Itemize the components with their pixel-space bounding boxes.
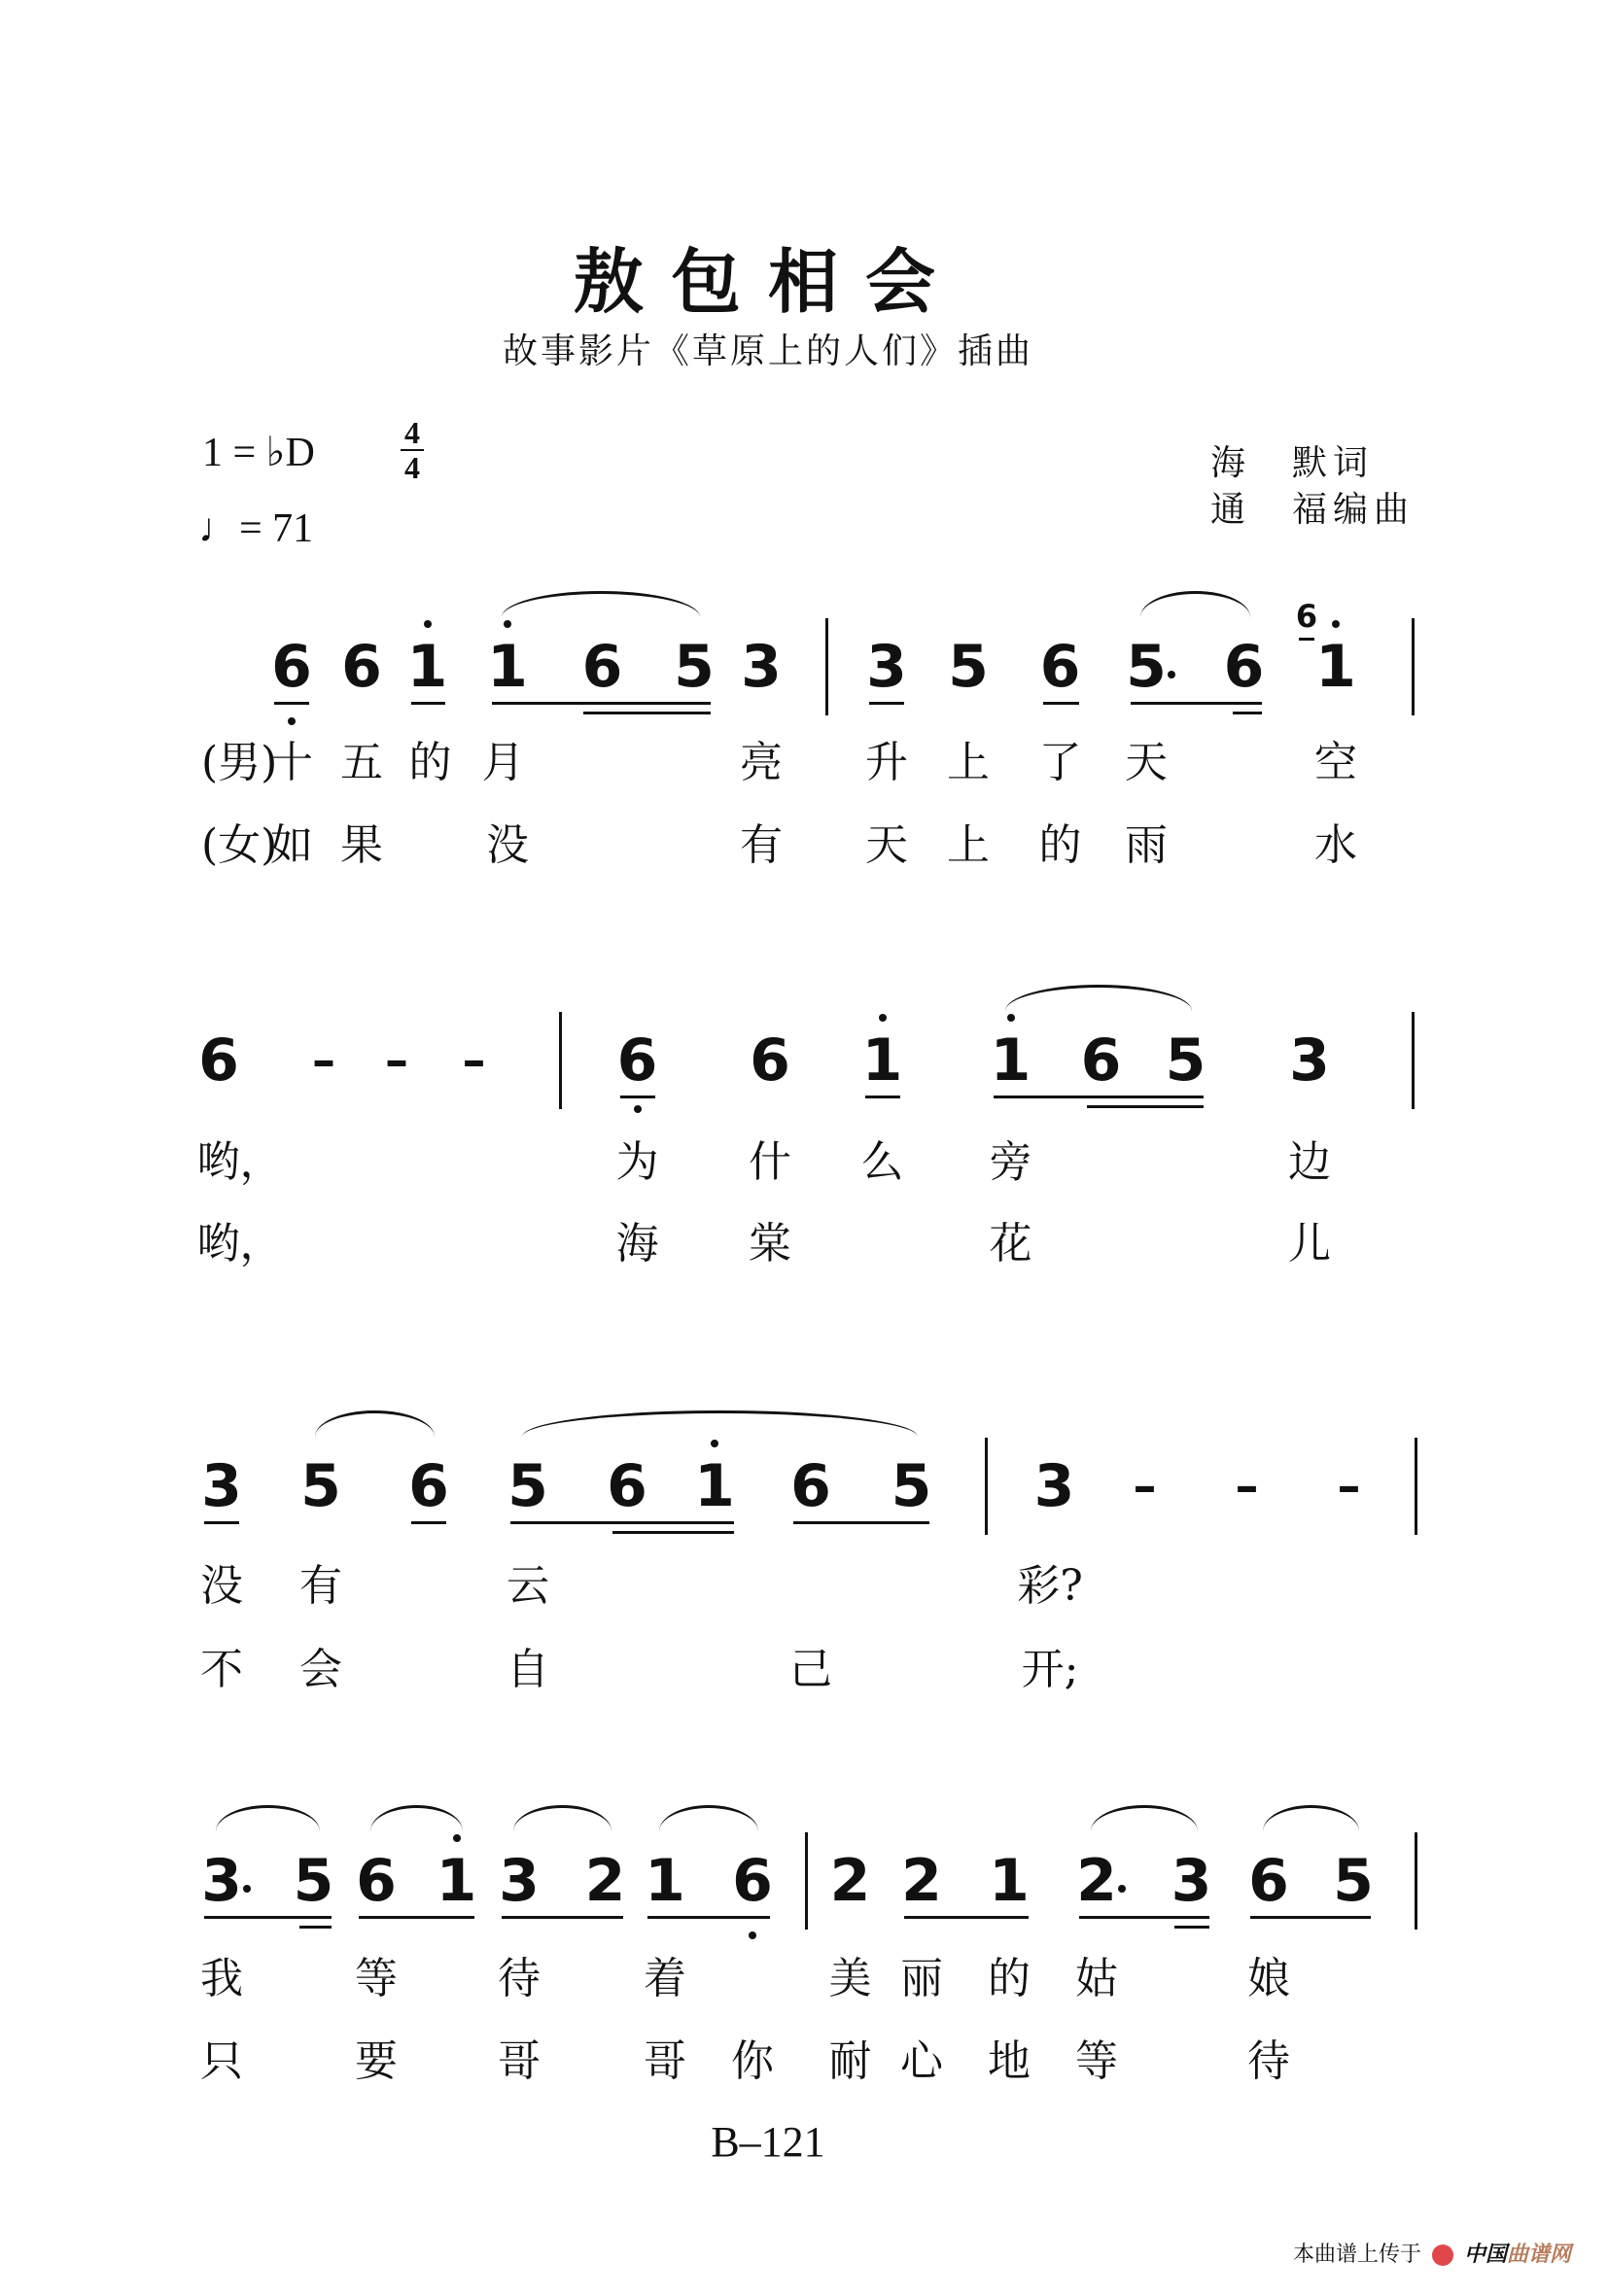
beam-underline xyxy=(1079,1916,1209,1919)
lyric-syllable: 没 xyxy=(200,1561,243,1611)
beam-underline xyxy=(904,1916,1029,1919)
slur-arc xyxy=(513,1805,612,1831)
high-octave-dot xyxy=(711,1440,718,1447)
beam-underline xyxy=(299,1926,332,1929)
lyric-syllable: 彩? xyxy=(1017,1561,1083,1611)
lyric-syllable: 如 xyxy=(270,820,313,870)
slur-arc xyxy=(502,591,700,617)
beam-underline xyxy=(204,1521,239,1524)
note: 1 xyxy=(645,1847,685,1915)
slur-arc xyxy=(315,1410,435,1437)
note: 5 xyxy=(948,632,989,701)
grace-stroke xyxy=(1299,638,1314,641)
lyric-syllable: 升 xyxy=(865,737,908,787)
note: 3 xyxy=(866,632,907,701)
note: 6 xyxy=(341,632,382,701)
note: 6 xyxy=(607,1451,647,1520)
note: 6 xyxy=(750,1026,790,1095)
lyric-syllable: 儿 xyxy=(1288,1218,1331,1269)
note: 1 xyxy=(990,1026,1031,1095)
high-octave-dot xyxy=(504,620,511,628)
lyric-syllable: 没 xyxy=(486,820,529,870)
time-signature xyxy=(401,416,424,484)
bar-line xyxy=(1412,618,1415,715)
lyric-syllable: 开; xyxy=(1021,1644,1079,1694)
lyric-syllable: 水 xyxy=(1314,820,1357,870)
note: 5 xyxy=(1165,1026,1206,1095)
lyric-syllable: 待 xyxy=(1247,2036,1290,2086)
high-octave-dot xyxy=(453,1834,461,1842)
lyric-syllable: 花 xyxy=(989,1218,1032,1269)
slur-arc xyxy=(659,1805,758,1831)
lyric-syllable: 什 xyxy=(749,1136,791,1187)
lyric-syllable: (女) xyxy=(201,820,278,870)
note: 5 xyxy=(1333,1847,1374,1915)
beam-underline xyxy=(1131,702,1262,705)
slur-arc xyxy=(1005,985,1192,1011)
note: 5 xyxy=(1126,632,1167,701)
site-name-b: 曲谱网 xyxy=(1507,2243,1572,2267)
lyric-syllable: 己 xyxy=(789,1644,832,1694)
beam-underline xyxy=(274,702,309,705)
sustain-dash: – xyxy=(462,1032,486,1088)
note: 5 xyxy=(674,632,715,701)
slur-arc xyxy=(1091,1805,1198,1831)
lyric-syllable: 哟， xyxy=(196,1218,283,1269)
high-octave-dot xyxy=(1007,1014,1015,1022)
lyric-syllable: 娘 xyxy=(1247,1953,1290,2003)
lyric-syllable: 姑 xyxy=(1075,1953,1118,2003)
lyric-syllable: 么 xyxy=(860,1136,904,1187)
sustain-dash: – xyxy=(1235,1458,1259,1513)
lyric-syllable: 要 xyxy=(355,2036,398,2086)
note: 6 xyxy=(732,1847,773,1915)
note: 5 xyxy=(891,1451,932,1520)
note: 6 xyxy=(408,1451,449,1520)
beam-underline xyxy=(502,1916,623,1919)
note: 6 xyxy=(581,632,623,701)
beam-underline xyxy=(1250,1916,1372,1919)
beam-underline xyxy=(1174,1926,1209,1929)
page-number: B–121 xyxy=(711,2118,825,2166)
lyric-syllable: 天 xyxy=(865,820,908,870)
slur-arc xyxy=(370,1805,463,1831)
beam-underline xyxy=(1233,712,1262,714)
lyric-syllable: 月 xyxy=(481,737,525,787)
lyric-syllable: 美 xyxy=(828,1953,872,2003)
beam-underline xyxy=(583,712,711,714)
time-bottom: 4 xyxy=(404,450,420,485)
note: 6 xyxy=(790,1451,831,1520)
note: 6 xyxy=(616,1026,658,1095)
lyric-syllable: 为 xyxy=(615,1136,659,1187)
lyric-syllable: 上 xyxy=(947,820,990,870)
bar-line xyxy=(1415,1832,1417,1930)
beam-underline xyxy=(359,1916,474,1919)
lyric-syllable: 哥 xyxy=(644,2036,686,2086)
note: 1 xyxy=(487,632,528,701)
note: 1 xyxy=(694,1451,735,1520)
note: 6 xyxy=(1080,1026,1122,1095)
composer-credit: 通 福编曲 xyxy=(1210,490,1416,530)
bar-line xyxy=(825,618,828,715)
note: 2 xyxy=(584,1847,626,1915)
beam-underline xyxy=(994,1096,1204,1098)
low-octave-dot xyxy=(634,1105,642,1113)
lyric-syllable: 着 xyxy=(644,1953,686,2003)
lyric-syllable: 我 xyxy=(200,1953,243,2003)
tempo-marking: ♩= 71 xyxy=(198,506,314,551)
lyric-syllable: 海 xyxy=(615,1218,659,1269)
grace-note: 6 xyxy=(1295,597,1318,635)
sustain-dash: – xyxy=(385,1032,408,1088)
lyric-syllable: 的 xyxy=(988,1953,1031,2003)
beam-underline xyxy=(865,1096,900,1098)
beam-underline xyxy=(793,1521,929,1524)
note: 1 xyxy=(436,1847,477,1915)
bar-line xyxy=(1415,1438,1417,1535)
lyric-syllable: 棠 xyxy=(749,1218,791,1269)
site-logo-icon xyxy=(1432,2244,1453,2266)
lyric-syllable: 边 xyxy=(1288,1136,1331,1187)
lyric-syllable: 了 xyxy=(1038,737,1082,787)
lyric-syllable: 待 xyxy=(498,1953,541,2003)
note: 6 xyxy=(271,632,312,701)
lyric-syllable: 果 xyxy=(340,820,383,870)
note: 1 xyxy=(861,1026,903,1095)
note: 6 xyxy=(1248,1847,1289,1915)
note: 5 xyxy=(507,1451,548,1520)
beam-underline xyxy=(411,702,445,705)
song-subtitle: 故事影片《草原上的人们》插曲 xyxy=(502,331,1033,371)
lyric-syllable: (男) xyxy=(201,737,278,787)
upload-text: 本曲谱上传于 xyxy=(1293,2243,1422,2267)
lyric-syllable: 等 xyxy=(355,1953,398,2003)
note: 3 xyxy=(499,1847,540,1915)
lyric-syllable: 你 xyxy=(731,2036,774,2086)
beam-underline xyxy=(612,1531,734,1534)
note: 1 xyxy=(406,632,448,701)
high-octave-dot xyxy=(879,1014,887,1022)
note: 3 xyxy=(1171,1847,1212,1915)
lyric-syllable: 天 xyxy=(1125,737,1168,787)
note: 3 xyxy=(1289,1026,1330,1095)
lyric-syllable: 上 xyxy=(947,737,990,787)
note: 3 xyxy=(741,632,782,701)
augmentation-dot xyxy=(1168,671,1175,678)
watermark xyxy=(1293,2238,1571,2268)
lyric-syllable: 十 xyxy=(270,737,313,787)
sustain-dash: – xyxy=(1133,1458,1157,1513)
note: 3 xyxy=(201,1451,242,1520)
bar-line xyxy=(1412,1012,1415,1109)
note: 1 xyxy=(989,1847,1030,1915)
bar-line xyxy=(559,1012,562,1109)
note: 2 xyxy=(901,1847,942,1915)
slur-arc xyxy=(216,1805,320,1831)
beam-underline xyxy=(1043,702,1080,705)
lyric-syllable: 的 xyxy=(408,737,452,787)
sustain-dash: – xyxy=(1337,1458,1361,1513)
lyric-syllable: 有 xyxy=(740,820,783,870)
high-octave-dot xyxy=(1332,620,1340,628)
bar-line xyxy=(985,1438,988,1535)
time-top: 4 xyxy=(404,415,420,450)
lyric-syllable: 只 xyxy=(200,2036,243,2086)
note: 6 xyxy=(198,1026,239,1095)
lyric-syllable: 的 xyxy=(1038,820,1082,870)
note: 6 xyxy=(1223,632,1265,701)
beam-underline xyxy=(869,702,904,705)
lyric-syllable: 自 xyxy=(507,1644,549,1694)
low-octave-dot xyxy=(288,717,296,725)
note: 6 xyxy=(356,1847,397,1915)
lyric-syllable: 空 xyxy=(1314,737,1357,787)
beam-underline xyxy=(620,1096,655,1098)
beam-underline xyxy=(647,1916,770,1919)
lyric-syllable: 雨 xyxy=(1125,820,1168,870)
lyric-syllable: 有 xyxy=(299,1561,342,1611)
lyric-syllable: 会 xyxy=(299,1644,342,1694)
lyric-syllable: 耐 xyxy=(828,2036,872,2086)
lyric-syllable: 云 xyxy=(507,1561,549,1611)
note: 5 xyxy=(300,1451,341,1520)
note: 3 xyxy=(201,1847,242,1915)
lyric-syllable: 地 xyxy=(988,2036,1031,2086)
lyric-syllable: 五 xyxy=(340,737,383,787)
note: 1 xyxy=(1315,632,1356,701)
lyric-syllable: 哟， xyxy=(196,1136,283,1187)
lyric-syllable: 哥 xyxy=(498,2036,541,2086)
slur-arc xyxy=(1140,591,1250,617)
lyric-syllable: 等 xyxy=(1075,2036,1118,2086)
bar-line xyxy=(805,1832,808,1930)
beam-underline xyxy=(411,1521,446,1524)
augmentation-dot xyxy=(1118,1885,1126,1893)
low-octave-dot xyxy=(749,1931,756,1939)
note: 2 xyxy=(1076,1847,1117,1915)
beam-underline xyxy=(510,1521,734,1524)
lyric-syllable: 丽 xyxy=(900,1953,943,2003)
slur-arc xyxy=(522,1410,918,1437)
beam-underline xyxy=(492,702,711,705)
lyricist-credit: 海 默词 xyxy=(1210,443,1375,483)
lyric-syllable: 不 xyxy=(200,1644,243,1694)
augmentation-dot xyxy=(243,1885,251,1893)
lyric-syllable: 心 xyxy=(900,2036,943,2086)
song-title: 敖包相会 xyxy=(573,241,962,323)
lyric-syllable: 旁 xyxy=(989,1136,1032,1187)
note: 3 xyxy=(1033,1451,1075,1520)
sustain-dash: – xyxy=(312,1032,335,1088)
high-octave-dot xyxy=(424,620,432,628)
beam-underline xyxy=(204,1916,332,1919)
slur-arc xyxy=(1263,1805,1359,1831)
key-signature: 1 = ♭D xyxy=(202,431,315,475)
note: 2 xyxy=(829,1847,871,1915)
lyric-syllable: 亮 xyxy=(740,737,783,787)
note: 6 xyxy=(1039,632,1081,701)
note: 5 xyxy=(293,1847,334,1915)
beam-underline xyxy=(1087,1105,1204,1108)
site-name-a: 中国 xyxy=(1464,2243,1508,2267)
